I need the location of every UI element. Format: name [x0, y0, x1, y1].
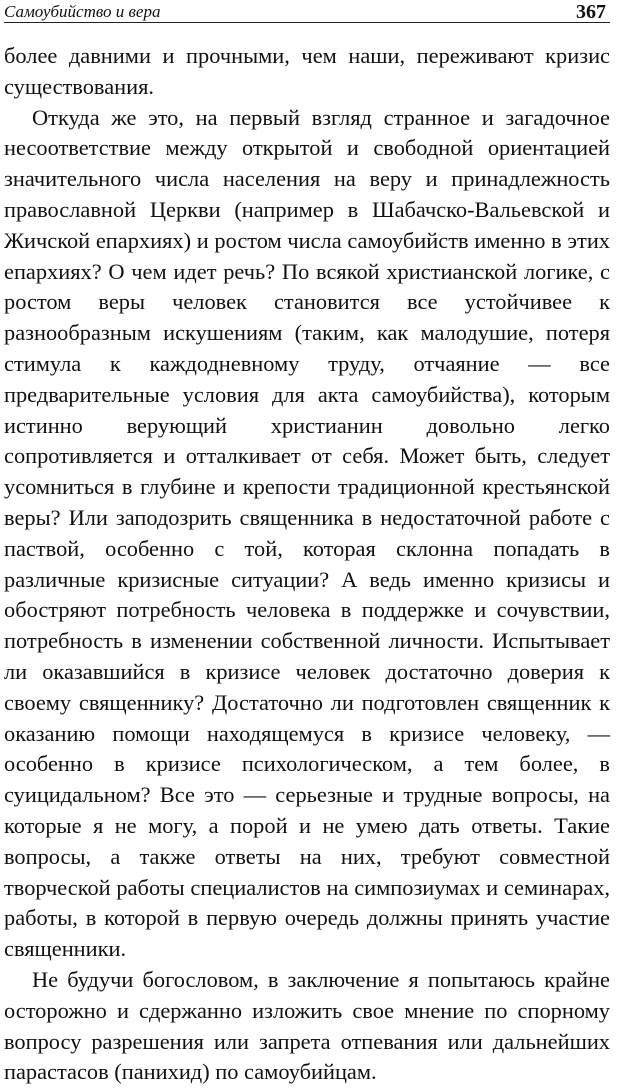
body-text: [4, 41, 610, 1088]
page-number: 367: [576, 1, 606, 23]
paragraph-continued: более давними и прочными, чем наши, переживают кризис существования.: [4, 43, 610, 99]
paragraph: Откуда же это, на первый взгляд странное и загадочное несоответствие между открытой и свободной ориентацией значительного числа населения на веру и принадлежность православной Церкви (например в Шабачско-Вальевской и Жичской епархиях) и ростом числа самоубийств именно в этих епархиях? О чем идет речь? По всякой христианской логике, с ростом веры человек становится все устойчивее к разнообразным искушениям (таким, как малодушие, потеря стимула к каждодневному труду, отчаяние — все предварительные условия для акта самоубийства), которым истинно верующий христианин довольно легко сопротивляется и отталкивает от себя. Может быть, следует усомниться в глубине и крепости традиционной крестьянской веры? Или заподозрить священника в недостаточной работе с паствой, особенно с той, которая склонна попадать в различные кризисные ситуации? А ведь именно кризисы и обостряют потребность человека в поддержке и сочувствии, потребность в изменении собственной личности. Испытывает ли оказавшийся в кризисе человек достаточно доверия к своему священнику? Достаточно ли подготовлен священник к оказанию помощи находящемуся в кризисе человеку, — особенно в кризисе психологическом, а тем более, в суицидальном? Все это — серьезные и трудные вопросы, на которые я не могу, а порой и не умею дать ответы. Такие вопросы, а также ответы на них, требуют совместной творческой работы специалистов на симпозиумах и семинарах, работы, в которой в первую очередь должны принять участие священники.: [4, 104, 610, 962]
paragraph: Не будучи богословом, в заключение я попытаюсь крайне осторожно и сдержанно изложить свое мнение по спорному вопросу разрешения или запрета отпевания или дальнейших парастасов (панихид) по самоубийцам.: [4, 966, 610, 1085]
running-title: Самоубийство и вера: [4, 2, 161, 21]
running-head: [4, 0, 610, 23]
